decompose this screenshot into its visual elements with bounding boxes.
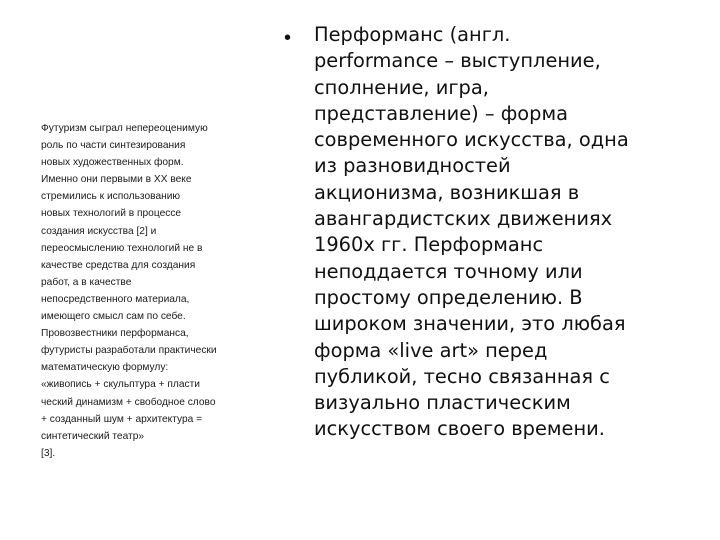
futurism-paragraph: Футуризм сыграл непереоценимую роль по части синтезирования новых художественных форм. Именно они первыми в XX веке стремились к использованию новых технологий в процессе создания искусства [2] и переосмыслению технологий не в качестве средства для создания работ, а в качестве непосредственного материала, имеющего смысл сам по себе. Провозвестники перформанса, футуристы разработали практически математическую формулу: «живопись + скульптура + пласти ческий динамизм + свободное слово + созданный шум + архитектура = синтетический театр» [3]. xyxy=(41,123,217,459)
performance-definition-text: Перформанс (англ. performance – выступление, сполнение, игра, представление) – форма современного искусства, одна из разновидностей акционизма, возникшая в авангардистских движениях 1960х гг. Перформанс неподдается точному или простому определению. В широком значении, это любая форма «live art» перед публикой, тесно связанная с визуально пластическим искусством своего времени. xyxy=(314,23,629,441)
bullet-marker: • xyxy=(284,27,292,49)
